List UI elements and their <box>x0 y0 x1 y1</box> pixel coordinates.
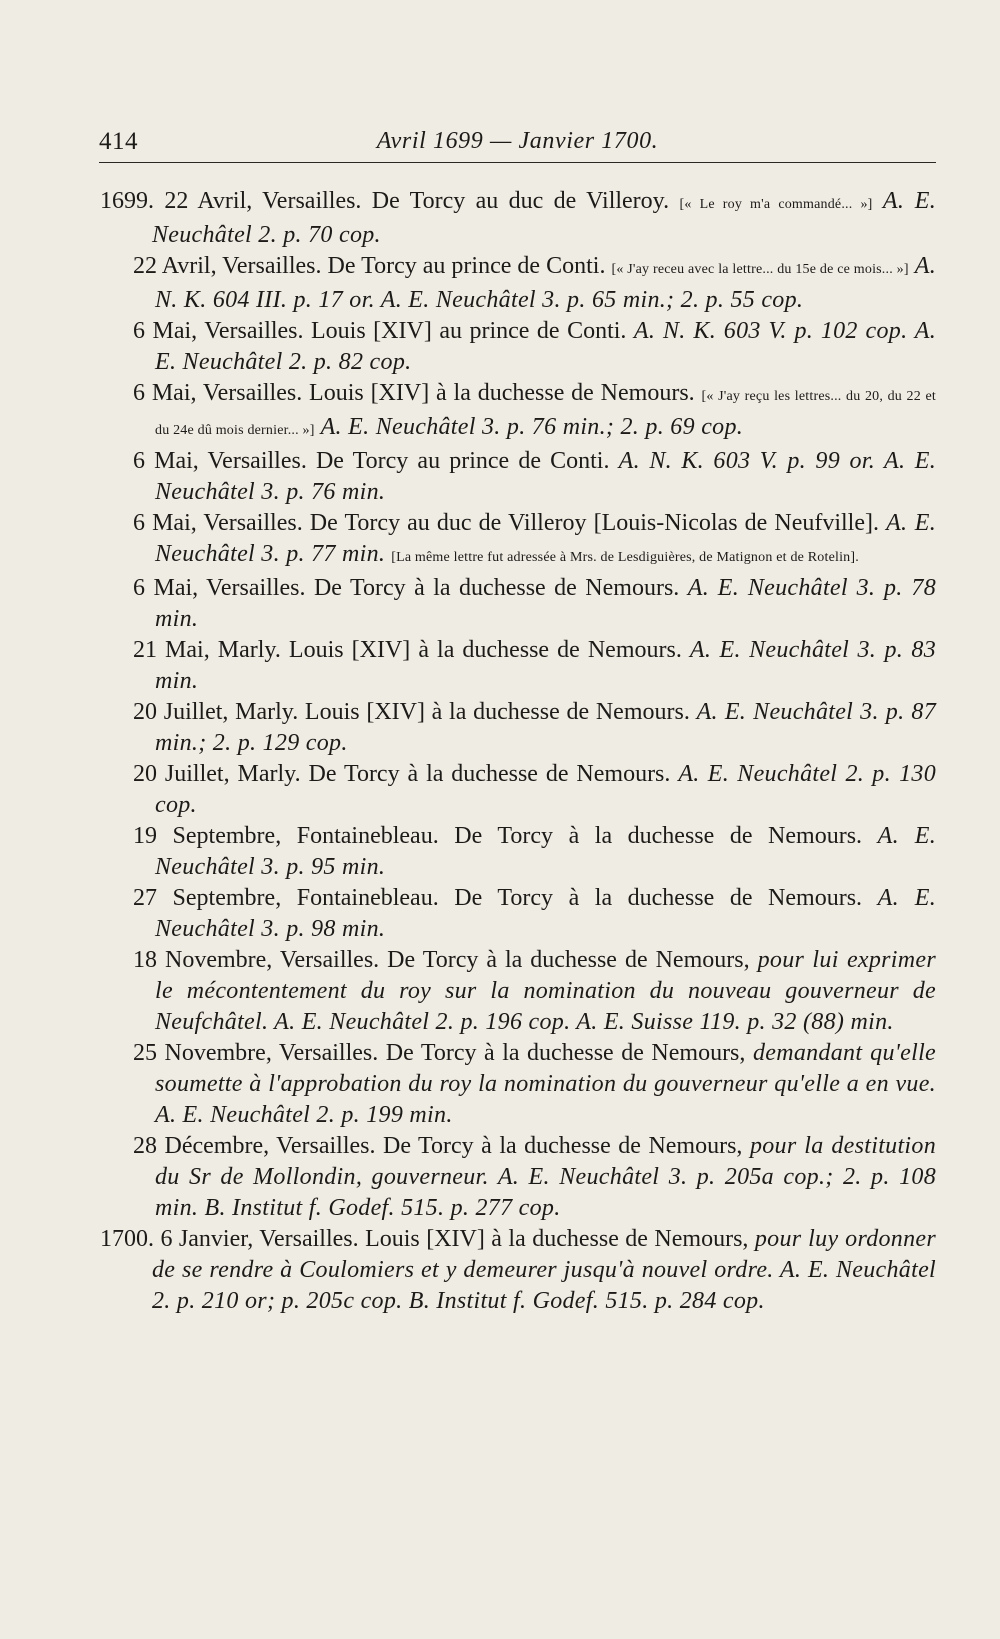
running-title: Avril 1699 — Janvier 1700. <box>376 128 659 154</box>
entry-heading: 6 Mai, Versailles. Louis [XIV] au prince de Conti. <box>133 318 627 344</box>
entry-source-reference: A. E. Neuchâtel 2. p. 70 cop. <box>152 188 937 248</box>
calendar-entry <box>100 759 936 821</box>
calendar-entry <box>100 821 936 883</box>
entry-source-reference: A. E. Neuchâtel 3. p. 77 min. <box>155 510 937 567</box>
entry-heading: 21 Mai, Marly. Louis [XIV] à la duchesse de Nemours. <box>133 637 682 663</box>
entry-heading: 22 Avril, Versailles. De Torcy au prince de Conti. <box>133 253 606 279</box>
entry-heading: 19 Septembre, Fontainebleau. De Torcy à la duchesse de Nemours. <box>133 823 863 849</box>
calendar-entry <box>100 697 936 759</box>
entry-incipit: [« J'ay receu avec la lettre... du 15e de ce mois... »] <box>611 262 909 277</box>
entry-source-reference: demandant qu'elle soumette à l'approbation du roy la nomination du gouverneur qu'elle a en vue. A. E. Neuchâtel 2. p. 199 min. <box>155 1040 937 1128</box>
calendar-entry <box>100 186 936 251</box>
entry-heading: 28 Décembre, Versailles. De Torcy à la duchesse de Nemours, <box>133 1133 743 1159</box>
entry-heading: 25 Novembre, Versailles. De Torcy à la duchesse de Nemours, <box>133 1040 746 1066</box>
entry-source-reference: A. E. Neuchâtel 3. p. 95 min. <box>155 823 936 880</box>
entry-source-reference: A. E. Neuchâtel 3. p. 76 min.; 2. p. 69 cop. <box>320 414 744 440</box>
entry-source-reference: A. E. Neuchâtel 2. p. 130 cop. <box>155 761 937 818</box>
entry-year: 1699. <box>100 188 154 214</box>
entry-heading: 6 Mai, Versailles. De Torcy au duc de Villeroy [Louis-Nicolas de Neufville]. <box>133 510 879 536</box>
entry-editorial-note: [La même lettre fut adressée à Mrs. de Lesdiguières, de Matignon et de Rotelin]. <box>391 550 859 565</box>
calendar-entry <box>100 508 936 573</box>
page-header <box>99 122 936 163</box>
calendar-entries <box>100 186 936 1317</box>
entry-heading: 6 Mai, Versailles. Louis [XIV] à la duchesse de Nemours. <box>133 380 695 406</box>
entry-source-reference: pour luy ordonner de se rendre à Coulomiers et y demeurer jusqu'à nouvel ordre. A. E. Neuchâtel 2. p. 210 or; p. 205c cop. B. Institut f. Godef. 515. p. 284 cop. <box>152 1226 937 1314</box>
entry-source-reference: A. N. K. 603 V. p. 102 cop. A. E. Neuchâtel 2. p. 82 cop. <box>155 318 937 375</box>
calendar-entry <box>100 251 936 316</box>
entry-source-reference: A. N. K. 604 III. p. 17 or. A. E. Neuchâtel 3. p. 65 min.; 2. p. 55 cop. <box>155 253 936 313</box>
entry-heading: 20 Juillet, Marly. De Torcy à la duchesse de Nemours. <box>133 761 671 787</box>
calendar-entry <box>100 1224 936 1317</box>
entry-source-reference: A. N. K. 603 V. p. 99 or. A. E. Neuchâtel 3. p. 76 min. <box>155 448 937 505</box>
calendar-entry <box>100 1131 936 1224</box>
entry-incipit: [« J'ay reçu les lettres... du 20, du 22 et du 24e dû mois dernier... »] <box>155 389 936 438</box>
calendar-entry <box>100 635 936 697</box>
calendar-entry <box>100 883 936 945</box>
calendar-entry <box>100 945 936 1038</box>
entry-source-reference: pour lui exprimer le mécontentement du roy sur la nomination du nouveau gouverneur de Neufchâtel. A. E. Neuchâtel 2. p. 196 cop. A. E. Suisse 119. p. 32 (88) min. <box>155 947 937 1035</box>
entry-source-reference: A. E. Neuchâtel 3. p. 78 min. <box>155 575 936 632</box>
entry-heading: 20 Juillet, Marly. Louis [XIV] à la duchesse de Nemours. <box>133 699 690 725</box>
calendar-entry <box>100 316 936 378</box>
entry-heading: 6 Mai, Versailles. De Torcy à la duchesse de Nemours. <box>133 575 680 601</box>
entry-heading: 6 Mai, Versailles. De Torcy au prince de Conti. <box>133 448 610 474</box>
calendar-entry <box>100 1038 936 1131</box>
entry-source-reference: A. E. Neuchâtel 3. p. 83 min. <box>155 637 936 694</box>
calendar-entry <box>100 573 936 635</box>
page-number: 414 <box>99 128 138 155</box>
entry-year: 1700. <box>100 1226 154 1252</box>
entry-source-reference: pour la destitution du Sr de Mollondin, gouverneur. A. E. Neuchâtel 3. p. 205a cop.; 2. p. 108 min. B. Institut f. Godef. 515. p. 277 cop. <box>155 1133 937 1221</box>
entry-heading: 6 Janvier, Versailles. Louis [XIV] à la duchesse de Nemours, <box>160 1226 749 1252</box>
entry-heading: 22 Avril, Versailles. De Torcy au duc de Villeroy. <box>164 188 670 214</box>
calendar-entry <box>100 378 936 446</box>
calendar-entry <box>100 446 936 508</box>
entry-heading: 27 Septembre, Fontainebleau. De Torcy à la duchesse de Nemours. <box>133 885 863 911</box>
entry-source-reference: A. E. Neuchâtel 3. p. 98 min. <box>155 885 936 942</box>
entry-heading: 18 Novembre, Versailles. De Torcy à la duchesse de Nemours, <box>133 947 750 973</box>
entry-incipit: [« Le roy m'a commandé... »] <box>679 197 873 212</box>
entry-source-reference: A. E. Neuchâtel 3. p. 87 min.; 2. p. 129 cop. <box>155 699 937 756</box>
